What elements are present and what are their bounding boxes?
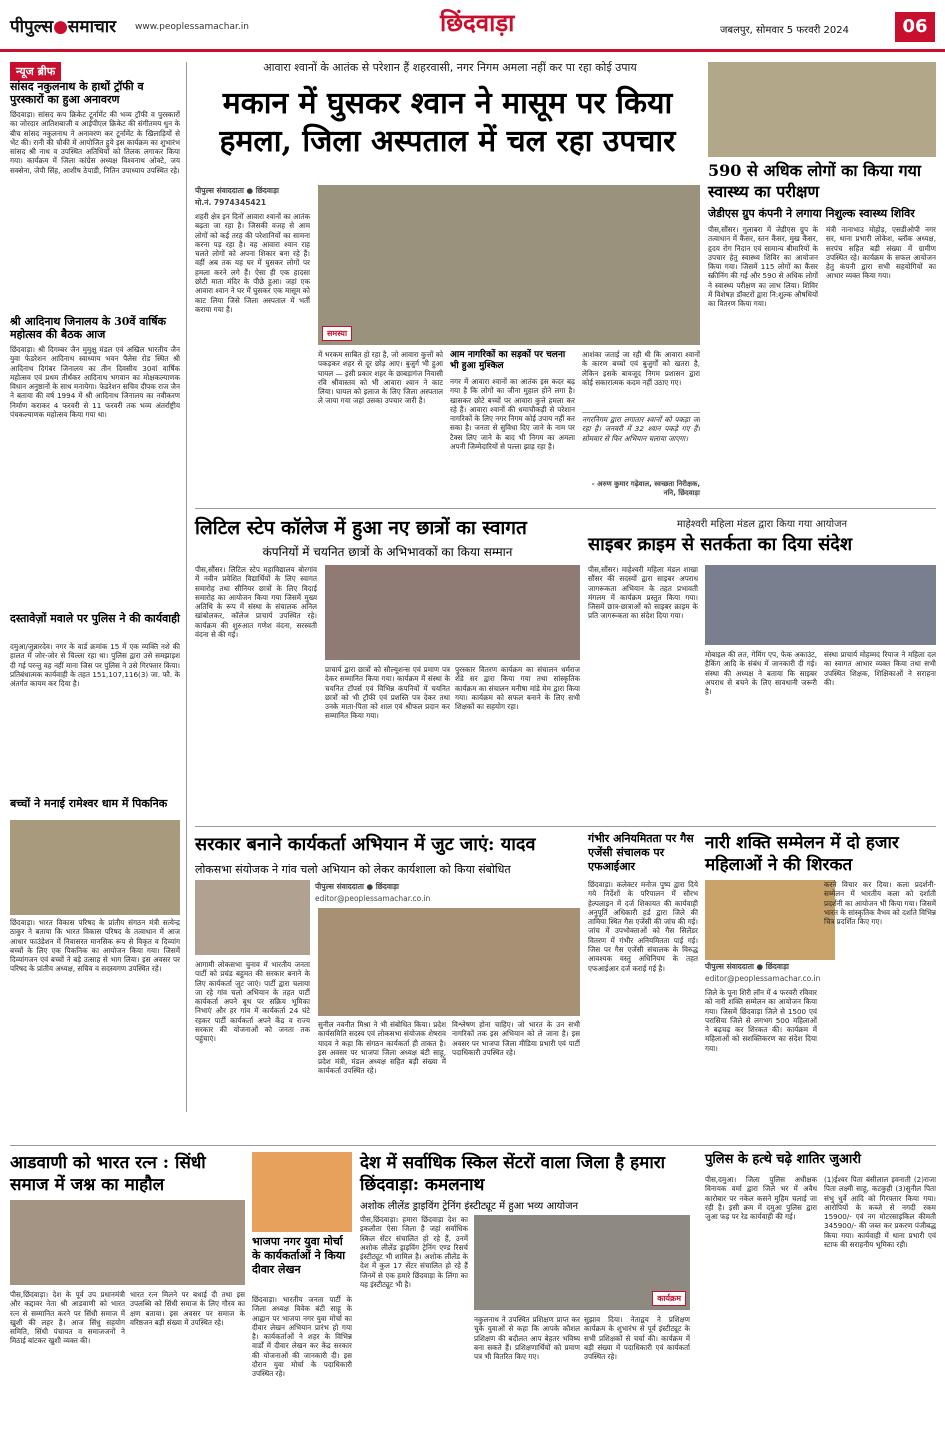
little-body: पीस,सौंसर। लिटिल स्टेप महाविद्यालय बोरगांव में नवीन प्रवेशित विद्यार्थियों के लिए स्वागत समारोह तथा सीनियर छात्रों के लिए विदाई समारोह का आयोजन किया गया जिसमें मुख्य अतिथि के रूप में संस्था के संचालक अनिल खांबोलकर, कॉलेज प्राचार्य उपस्थित रहे। कार्यक्रम की शुरुआत गणेश वंदना, सरस्वती वंदना से की गई।	[195, 565, 317, 640]
nari-byline: पीपुल्स संवाददाता ● छिंदवाड़ा	[705, 962, 789, 971]
brief-2-title: श्री आदिनाथ जिनालय के 30वें वार्षिक महोत्सव की बैठक आज	[10, 315, 166, 341]
edition-city: छिंदवाड़ा	[440, 8, 515, 37]
nari-body2: करने विचार कर दिया। कला प्रदर्शनी-सम्मेलन में भारतीय कला को दर्शाती प्रदर्शनी का आयोजन भी किया गया। जिसमें भारत के सांस्कृतिक वैभव को दर्शाते विभिन्न चित्र प्रदर्शित किए गए।	[824, 880, 936, 927]
lead-col2: में भरकम साबित हो रहा है, जो आवारा कुत्तों को पकड़कर शहर से दूर छोड़ आए। बुजुर्ग भी हुआ घायल — इसी प्रकार शहर के छाबड़ागंज निवासी रवि श्रीवास्तव को भी आवारा श्वान ने काट लिया। घायल को इलाज के लिए जिला अस्पताल ले जाया गया जहां उसका उपचार जारी है।	[318, 350, 443, 406]
sarkar-email[interactable]: editor@peoplessamachar.co.in	[315, 894, 431, 903]
skill-photo	[474, 1215, 690, 1310]
section-rule-3	[10, 1145, 936, 1146]
sarkar-body3: विश्लेषण होना चाहिए। जो भारत के उन सभी नागरिकों तक इस अभियान को ले जाना है। इस अवसर पर भाजपा जिला मीडिया प्रभारी एवं पार्टी पदाधिकारी उपस्थित रहे।	[452, 1020, 580, 1057]
skill-body3: सुझाव दिया। नेताद्वय ने प्रशिक्षण कार्यक्रम के शुभारंभ से पूर्व इंस्टीट्यूट के सभी प्रशिक्षकों से चर्चा की। कार्यक्रम में बड़ी संख्या में पदाधिकारी एवं कार्यकर्ता उपस्थित रहे।	[584, 1315, 690, 1362]
gas-headline: गंभीर अनियमितता पर गैस एजेंसी संचालक पर एफआईआर	[588, 832, 694, 873]
health-body2: मंत्री नानाभाउ मोहोड़, एसडीओपी नगर सर, थाना प्रभारी लोकेश, ब्लॉक अध्यक्ष, सरपंच सहित बड़ी संख्या में ग्रामीण उपस्थित रहे। कार्यक्रम के सफल आयोजन हेतु कंपनी द्वारा सभी सहयोगियों का आभार व्यक्त किया गया।	[826, 225, 936, 281]
lead-kicker: आवारा श्वानों के आतंक से परेशान हैं शहरवासी, नगर निगम अमला नहीं कर पा रहा कोई उपाय	[263, 61, 637, 74]
section-rule	[195, 508, 936, 509]
news-brief-label: न्यूज ब्रीफ	[10, 62, 61, 81]
bjym-headline: भाजपा नगर युवा मोर्चा के कार्यकर्ताओं ने किया दीवार लेखन	[252, 1235, 346, 1276]
lead-quote-author: - अरुण कुमार गढ़ेवाल, स्वच्छता निरीक्षक, ननि, छिंदवाड़ा	[591, 480, 700, 497]
sarkar-headline: सरकार बनाने कार्यकर्ता अभियान में जुट जाएं: यादव	[195, 834, 536, 855]
lead-headline: मकान में घुसकर श्वान ने मासूम पर किया हमला, जिला अस्पताल में चल रहा उपचार	[219, 86, 676, 159]
health-body: पीस,सौंसर। गुलाबरा में जेडीएस ग्रुप के तत्वाधान में कैंसर, स्तन कैंसर, मुख कैंसर, हृदय रोग निदान एवं सामान्य बीमारियों के उपचार हेतु स्वास्थ्य शिविर का आयोजन किया गया। जिसमें 115 लोगों का कैंसर स्क्रीनिंग की गई और 590 से अधिक लोगों ने स्वास्थ्य परीक्षण का लाभ लिया। शिविर में विशेषज्ञ डॉक्टरों द्वारा नि:शुल्क औषधियों का वितरण किया गया।	[708, 225, 818, 309]
skill-headline: देश में सर्वाधिक स्किल सेंटरों वाला जिला है हमारा छिंदवाड़ा: कमलनाथ	[360, 1153, 666, 1195]
nari-body: जिले के पूना शिरी लॉन में 4 फरवरी रविवार को नारी शक्ति सम्मेलन का आयोजन किया गया। जिसमें छिंदवाड़ा जिले से 1500 एवं परासिया जिले से लगभग 500 महिलाओं ने बढ़चढ़ कर शिरकत की। कार्यक्रम में महिलाओं को सशक्तिकरण का संदेश दिया गया।	[705, 988, 817, 1053]
bjym-photo	[252, 1152, 352, 1232]
section-rule-2	[195, 826, 936, 827]
lead-mobile: मो.नं. 7974345421	[195, 198, 267, 207]
edition-date: जबलपुर, सोमवार 5 फरवरी 2024	[720, 25, 849, 36]
police-body: पीस,दमुआ। जिला पुलिस अधीक्षक विनायक वर्मा द्वारा जिले भर में अवैध कारोबार पर नकेल कसने मुहिम चलाई जा रही है। इसी क्रम में दमुआ पुलिस द्वारा जुआ फड़ पर रेड कार्यवाही की गई।	[705, 1175, 817, 1222]
lead-quote: नगरनिगम द्वारा लगातार श्वानों को पकड़ा जा रहा है। जनवरी में 32 श्वान पकड़े गए हैं। सोमवार से फिर अभियान चलाया जाएगा।	[582, 412, 700, 472]
sarkar-thumb	[195, 880, 310, 955]
maheshwari-kicker: माहेश्वरी महिला मंडल द्वारा किया गया आयोजन	[676, 519, 848, 530]
nari-headline: नारी शक्ति सम्मेलन में दो हजार महिलाओं ने की शिरकत	[705, 833, 899, 875]
brief-4-title: बच्चों ने मनाई रामेश्वर धाम में पिकनिक	[10, 797, 168, 810]
nari-email[interactable]: editor@peoplessamachar.co.in	[705, 974, 821, 983]
site-url[interactable]: www.peoplessamachar.in	[135, 22, 249, 32]
column-divider	[186, 62, 187, 1112]
photo-tag: समस्या	[322, 326, 352, 341]
advani-headline: आडवाणी को भारत रत्न : सिंधी समाज में जश्न का माहौल	[10, 1153, 206, 1195]
sarkar-subhead: लोकसभा संयोजक ने गांव चलो अभियान को लेकर कार्यशाला को किया संबोधित	[195, 863, 511, 876]
little-photo	[325, 565, 580, 660]
brief-4-body: छिंदवाड़ा। भारत विकास परिषद के प्रांतीय संगठन मंत्री सत्येन्द्र ठाकुर ने बताया कि भारत विकास परिषद के तत्वाधान में आज आधार फाउंडेशन में निवासरत मानसिक रूप से विकृत व दिव्यांग बच्चों के लिए एक पिकनिक का आयोजन किया गया। जिसमें दिव्यांगजन एवं बच्चों ने बड़े उत्साह से भाग लिया। इस अवसर पर परिषद के प्रांतीय अध्यक्ष, सचिव व सदस्यगण उपस्थित रहे।	[10, 918, 180, 974]
maheshwari-body2: मोबाइल की लत, गेमिंग एप, फेक अकाउंट, हैकिंग आदि के संबंध में जानकारी दी गई। संस्था की अध्यक्ष ने बताया कि साइबर अपराध से बचने के लिए सावधानी जरूरी है।	[705, 650, 817, 697]
lead-col4: आशंका जताई जा रही थी कि आवारा श्वानों के कारण बच्चों एवं बुजुर्गों को खतरा है, लेकिन इसके बावजूद निगम प्रशासन द्वारा कोई सकारात्मक कदम नहीं उठाए गए।	[582, 350, 700, 387]
page-number: 06	[895, 12, 935, 42]
dogs-photo	[318, 185, 700, 345]
maheshwari-body3: संस्था प्राचार्य मोहम्मद रियाज ने महिला दल का स्वागत आभार व्यक्त किया तथा सभी उपस्थित शिक्षक, शिक्षिकाओं ने सराहना की।	[824, 650, 936, 687]
brief-1-title: सांसद नकुलनाथ के हाथों ट्रॉफी व पुरस्कारों का हुआ अनावरण	[10, 80, 144, 106]
brief-3-title: दस्तावेज़ों मवाले पर पुलिस ने की कार्यवाही	[10, 612, 180, 625]
brief-1-body: छिंदवाड़ा। सांसद कप क्रिकेट टूर्नामेंट की भव्य ट्रॉफी व पुरस्कारों का जोरदार आतिशबाजी व आईपीएल क्रिकेट की संगीतमय धुन के बीच सांसद नकुलनाथ ने अनावरण कर टूर्नामेंट के खिलाड़ियों से भेंट की। रानी की चौकी में आयोजित हुये इस कार्यक्रम का शुभारंभ सांसद श्री नाथ व उपस्थित अतिथियों को तिलक लगाकर किया गया। कार्यक्रम में जिला कांग्रेस अध्यक्ष विश्वनाथ ओक्टे, जय सक्सेना, जेपी सिंह, आशीष ठेपाडी, नितिन उपाध्याय उपस्थित रहे।	[10, 110, 180, 175]
police-headline: पुलिस के हत्थे चढ़े शातिर जुआरी	[705, 1152, 861, 1167]
sarkar-body2: सुनील नवनीत मिश्रा ने भी संबोधित किया। प्रदेश कार्यसमिति सदस्य एवं लोकसभा संयोजक शेषराव यादव ने कहा कि संगठन कार्यकर्ता ही ताकत है। इस अवसर पर भाजपा जिला अध्यक्ष बंटी साहू, प्रदेश मंत्री, मंडल अध्यक्ष सहित बड़ी संख्या में कार्यकर्ता उपस्थित रहे।	[318, 1020, 446, 1076]
lead-col3: नगर में आवारा श्वानों का आतंक इस कदर बढ़ गया है कि लोगों का जीना मुहाल होने लगा है। खासकर छोटे बच्चों पर आवारा कुत्ते हमला कर रहे हैं। आवारा श्वानों की धमाचौकड़ी से परेशान नागरिकों के लिए नगर निगम कोई उपाय नहीं कर सका है। जनता से सुविधा दिए जाने के नाम पर टैक्स लिए जाने के बाद भी निगम का अमला अपनी जिम्मेदारियों से पल्ला झाड़ रहा है।	[450, 377, 575, 452]
little-headline: लिटिल स्टेप कॉलेज में हुआ नए छात्रों का स्वागत	[195, 517, 527, 539]
advani-body2: भारत रत्न मिलने पर बधाई दी तथा इस उपलब्धि को सिंधी समाज के लिए गौरव का क्षण बताया। इस अवसर पर समाज के वरिष्ठजन बड़ी संख्या में उपस्थित रहे।	[130, 1290, 245, 1327]
skill-subhead: अशोक लीलेंड ड्राइविंग ट्रेनिंग इंस्टीट्यूट में हुआ भव्य आयोजन	[360, 1201, 579, 1212]
advani-photo	[10, 1200, 245, 1285]
advani-body: पीस,छिंदवाड़ा। देश के पूर्व उप प्रधानमंत्री और कद्दावर नेता श्री आडवाणी को भारत रत्न से सम्मानित करने पर सिंधी समाज में खुशी की लहर है। आज सिंधु सहयोग समिति, सिंधी पंचायत व समाजजनों ने मिठाई बांटकर खुशी व्यक्त की।	[10, 1290, 125, 1346]
sarkar-byline: पीपुल्स संवाददाता ● छिंदवाड़ा	[315, 882, 399, 891]
sarkar-body: आगामी लोकसभा चुनाव में भारतीय जनता पार्टी को प्रचंड बहुमत की सरकार बनाने के लिए कार्यकर्ता जुट जाएं। पार्टी द्वारा चलाया जा रहे गांव चलो अभियान के तहत पार्टी कार्यकर्ता अपने बूथ पर सक्रिय भूमिका निभाएं और हर गांव में कार्यकर्ता 24 घंटे रहकर पार्टी कार्यकर्ता अपने केंद्र व राज्य सरकार की योजनाओं को जनता तक पहुंचाएं।	[195, 960, 310, 1044]
little-subhead: कंपनियों में चयनित छात्रों के अभिभावकों का किया सम्मान	[262, 545, 513, 559]
health-subhead: जेडीएस ग्रुप कंपनी ने लगाया निशुल्क स्वास्थ्य शिविर	[708, 207, 915, 220]
brief-3-body: दमुआ/जुन्नारदेव। नगर के वार्ड क्रमांक 15 में एक व्यक्ति नशे की हालत में जोर-जोर से चिल्ला रहा था। पुलिस द्वारा उसे समझाइश दी गई परन्तु वह नहीं माना जिस पर पुलिस ने उसे गिरफ्तार किया। प्रतिबंधात्मक कार्यवाही के तहत 151,107,116(3) जा. फौ. के अंतर्गत कायम कर दिया है।	[10, 642, 180, 689]
skill-body2: नकुलनाथ ने उपस्थित प्रशिक्षण प्राप्त कर चुके युवाओं से कहा कि आपके कौशल प्रशिक्षण की बदौलत आप बेहतर भविष्य बना सकते हैं। प्रशिक्षणार्थियों को प्रमाण पत्र भी वितरित किए गए।	[474, 1315, 580, 1362]
lead-col1: शहरी क्षेत्र इन दिनों आवारा श्वानों का आतंक बढ़ता जा रहा है। जिसकी वजह से आम लोगों को कई तरह की परेशानियों का सामना करना पड़ रहा है। वह आवारा श्वान राह चलते लोगों को अपना शिकार बना रहे हैं। वहीं अब तक यह घर में घुसकर लोगों पर हमला करने लगे हैं। ऐसा ही एक हादसा छोटी माता मंदिर के पीछे हुआ। जहां एक आवारा श्वान ने घर में घुसकर एक मासूम को काट लिया जिसे जिला अस्पताल में भर्ती कराया गया है।	[195, 212, 310, 314]
sarkar-photo	[318, 908, 580, 1016]
little-body3: पुरस्कार वितरण कार्यक्रम का संचालन धर्मराज शेंडे सर द्वारा किया गया तथा सांस्कृतिक कार्यक्रम का संचालन मनीषा मांडे मेम द्वारा किया गया। कार्यक्रम को सफल बनाने के लिए सभी शिक्षकों का सहयोग रहा।	[455, 665, 580, 712]
gas-body: छिंदवाड़ा। कलेक्टर मनोज पुष्प द्वारा दिये गये निर्देशों के परिपालन में सौरभ हेल्पलाइन में दर्ज शिकायत की कार्यवाही अनुपूर्ति अधिकारी हर्ड द्वारा जिले की तामिया स्थित गैस एजेंसी की जांच की गई। जांच में उपभोक्ताओं को गैस सिलेंडर वितरण में गंभीर अनियमितता पाई गई। जिस पर गैस एजेंसी संचालक के विरुद्ध आवश्यक वस्तु अधिनियम के तहत एफआईआर दर्ज कराई गई है।	[588, 880, 698, 973]
lead-subhead: आम नागरिकों का सड़कों पर चलना भी हुआ मुश्किल	[450, 350, 566, 371]
picnic-photo	[10, 820, 180, 915]
bjym-body: छिंदवाड़ा। भारतीय जनता पार्टी के जिला अध्यक्ष विवेक बंटी साहू के आह्वान पर भाजपा नगर युवा मोर्चा का दीवार लेखन अभियान प्रारंभ हो गया है। कार्यकर्ताओं ने शहर के विभिन्न वार्डों में दीवार लेखन कर केंद्र सरकार की योजनाओं की जानकारी दी। इस दौरान युवा मोर्चा के पदाधिकारी उपस्थित रहे।	[252, 1295, 352, 1379]
skill-body: पीस,छिंदवाड़ा। हमारा छिंदवाड़ा देश का इकलौता ऐसा जिला है जहां सर्वाधिक स्किल सेंटर संचालित हो रहे हैं, उनमें अशोक लीलेंड ड्राइविंग ट्रेनिंग एण्ड रिसर्च इंस्टीट्यूट भी शामिल है। अशोक लीलेंड के देश में कुल 17 सेंटर संचालित हो रहे हैं जिनमें से एक हमारे छिंदवाड़ा के लिंगा का यह इंस्टीट्यूट भी है।	[360, 1215, 468, 1290]
skill-photo-tag: कार्यक्रम	[652, 1291, 686, 1306]
maheshwari-body: पीस,सौंसर। माहेश्वरी महिला मंडल शाखा सौंसर की सदस्यों द्वारा साइबर अपराध जागरूकता अभियान के तहत प्रभावती मंगलम में कार्यक्रम प्रस्तुत किया गया। जिसमें छात्र-छात्राओं को साइबर क्राइम के प्रति जागरूकता का संदेश दिया गया।	[588, 565, 698, 621]
nari-photo	[705, 880, 835, 960]
newspaper-logo: पीपुल्स●समाचार	[10, 17, 117, 37]
brief-2-body: छिंदवाड़ा। श्री दिगम्बर जैन मुमुक्षु मंडल एवं अखिल भारतीय जैन युवा फेडरेशन आदिनाथ स्वाध्याय भवन पैलेस रोड स्थित श्री आदिनाथ दिगंबर जिनालय का तीन दिवसीय 30वां वार्षिक महोत्सव एवं प्रथम तीर्थंकर आदिनाथ भगवान का मोक्षकल्याणक विधान अनुष्ठानों के साथ मनायेगा। फेडरेशन सचिव दीपक राज जैन ने बताया की वर्ष 1994 में श्री आदिनाथ जिनालय का नवीकरण निर्माण कराकर 4 फरवरी से 11 फरवरी तक भव्य अंतर्राष्ट्रीय पंचकल्याणक महोत्सव किया गया था।	[10, 345, 180, 420]
little-body2: प्राचार्य द्वारा छात्रों को सौल्यूशन्स एवं प्रमाण पत्र देकर सम्मानित किया गया। कार्यक्रम में संस्था के चयनित टॉपर्स एवं विभिन्न कंपनियों में चयनित छात्रों को भी ट्रॉफी एवं प्रशस्ति पत्र देकर तथा उनके माता-पिता को शाल एवं श्रीफल प्रदान कर सम्मानित किया गया।	[325, 665, 450, 721]
maheshwari-headline: साइबर क्राइम से सतर्कता का दिया संदेश	[588, 534, 853, 555]
lead-byline: पीपुल्स संवाददाता ● छिंदवाड़ा	[195, 186, 279, 195]
health-photo	[708, 62, 936, 157]
police-body2: (1)ईश्वर पिता बंसीलाल इवनाती (2)राजा पिता लक्ष्मी साहू, कटकुही (3)सुनील पिता संभु धुर्वे आदि को गिरफ्तार किया गया। आरोपियों के कब्जे से नगदी रकम 15900/- एवं नग मोटरसाइकिल कीमती 345900/- की जब्त कर प्रकरण पंजीबद्ध किया गया। कार्यवाही में थाना प्रभारी एवं स्टाफ की सराहनीय भूमिका रही।	[824, 1175, 936, 1250]
maheshwari-photo	[705, 565, 936, 645]
health-headline: 590 से अधिक लोगों का किया गया स्वास्थ्य का परीक्षण	[708, 161, 921, 201]
